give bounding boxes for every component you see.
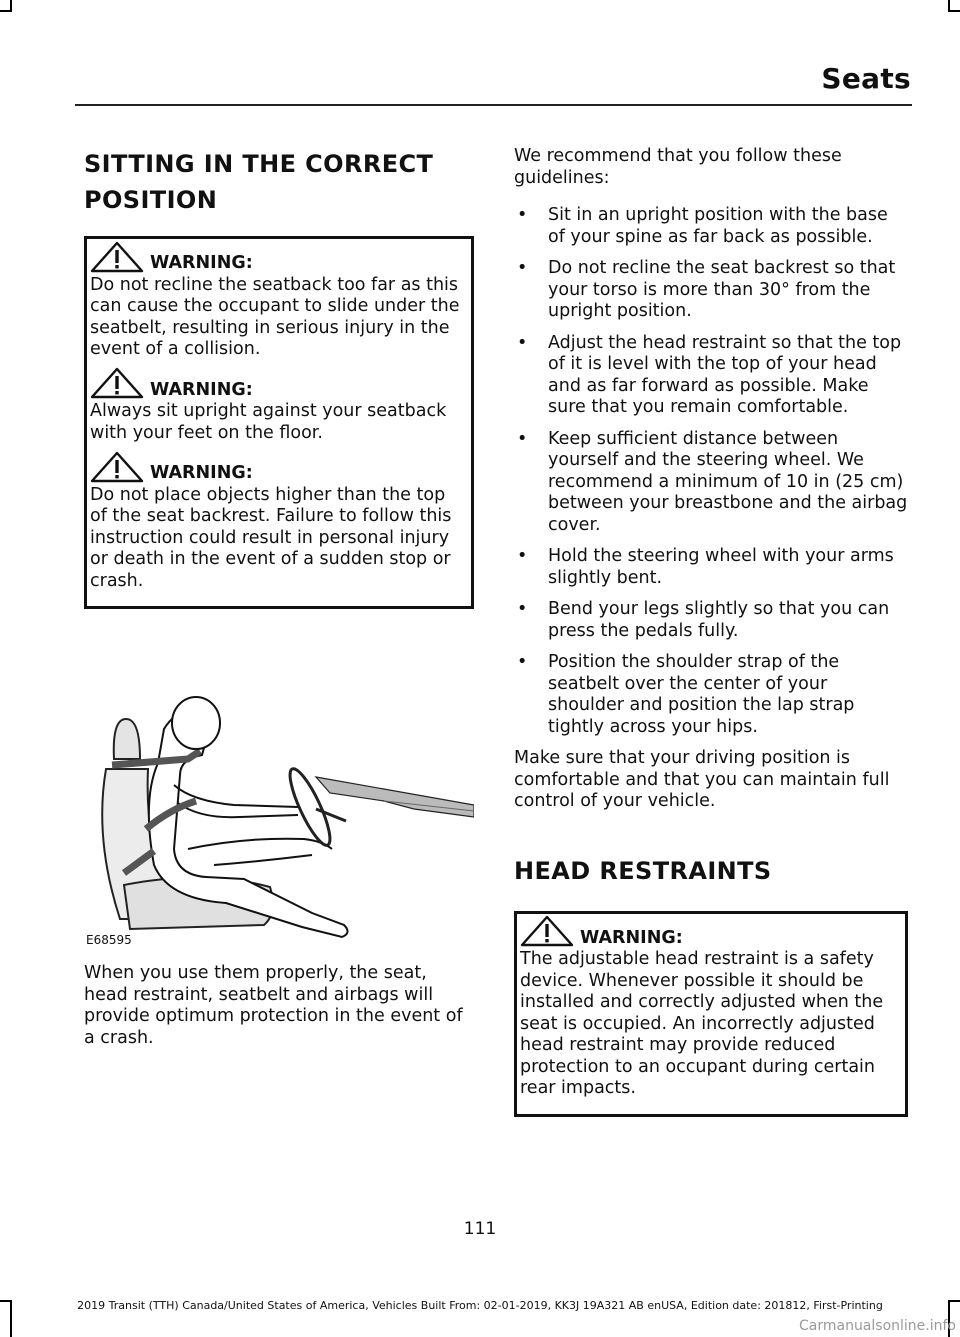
list-item: • Sit in an upright position with the base of your spine as far back as possible. [514, 205, 908, 248]
warning-item [90, 253, 463, 361]
driver-seating-diagram [84, 689, 474, 949]
warning-text: Do not place objects higher than the top of the seat backrest. Failure to follow this instruction could result in personal injury or death in the event of a sudden stop or crash. [90, 484, 452, 591]
warning-label: WARNING: [150, 379, 253, 400]
list-item: • Bend your legs slightly so that you can press the pedals fully. [514, 599, 908, 642]
right-column [514, 146, 908, 1117]
left-column [84, 146, 474, 1049]
warning-item [90, 463, 463, 592]
watermark: Carmanualsonline.info [798, 1318, 956, 1334]
warning-triangle-icon [520, 915, 574, 947]
list-item: • Position the shoulder strap of the seatbelt over the center of your shoulder and position the lap strap tightly across your hips. [514, 652, 908, 738]
page-number: 111 [463, 1219, 497, 1239]
list-item: • Adjust the head restraint so that the top of it is level with the top of your head and as far forward as possible. Make sure that you remain comfortable. [514, 333, 908, 419]
list-item: • Keep sufficient distance between yourself and the steering wheel. We recommend a minimum of 10 in (25 cm) between your breastbone and the airbag cover. [514, 429, 908, 537]
warning-text: Always sit upright against your seatback with your feet on the floor. [90, 401, 447, 443]
body-paragraph: When you use them properly, the seat, head restraint, seatbelt and airbags will provide optimum protection in the event of a crash. [84, 963, 463, 1048]
warning-text: The adjustable head restraint is a safety device. Whenever possible it should be installed and correctly adjusted when the seat is occupied. An incorrectly adjusted head restraint may provide reduced protection to an occupant during certain rear impacts. [520, 949, 884, 1098]
section-title: Seats [821, 62, 911, 95]
intro-paragraph: We recommend that you follow these guidelines: [514, 146, 842, 188]
warning-item [90, 380, 463, 445]
heading-line: SITTING IN THE CORRECT [84, 150, 434, 178]
list-item: • Do not recline the seat backrest so that your torso is more than 30° from the upright position. [514, 258, 908, 323]
warning-text: Do not recline the seatback too far as this can cause the occupant to slide under the seatbelt, resulting in serious injury in the event of a collision. [90, 274, 460, 359]
guidelines-list [514, 205, 908, 738]
warning-label: WARNING: [150, 463, 253, 483]
warning-box [514, 911, 908, 1117]
header-rule [75, 104, 912, 106]
warning-label: WARNING: [580, 927, 683, 948]
warning-triangle-icon [90, 241, 144, 273]
warning-triangle-icon [90, 367, 144, 399]
list-item: • Hold the steering wheel with your arms slightly bent. [514, 546, 908, 589]
section-heading [84, 146, 474, 218]
heading-line: POSITION [84, 186, 218, 214]
warning-triangle-icon [90, 451, 144, 483]
warning-item [520, 928, 897, 1100]
figure-id: E68595 [86, 933, 132, 947]
edition-footer: 2019 Transit (TTH) Canada/United States of America, Vehicles Built From: 02-01-2019, KK3J 19A321 AB enUSA, Edition date: 201812, First-Printing [77, 1299, 883, 1312]
section-heading-head-restraints: HEAD RESTRAINTS [514, 856, 772, 885]
crop-mark-top-left-h [0, 10, 12, 12]
warning-box [84, 236, 474, 609]
warning-label: WARNING: [150, 253, 253, 273]
seating-position-illustration [84, 689, 474, 949]
crop-mark-top-right-h [948, 10, 960, 12]
closing-paragraph: Make sure that your driving position is comfortable and that you can maintain full control of your vehicle. [514, 748, 890, 811]
